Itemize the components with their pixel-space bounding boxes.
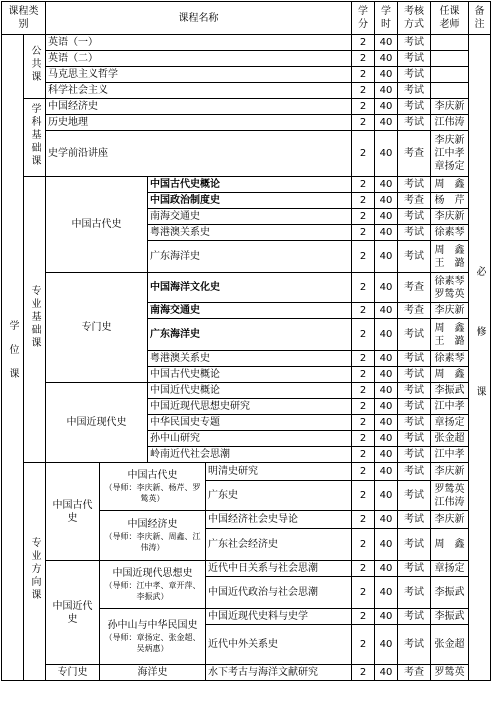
credit-cell: 2 <box>352 99 375 115</box>
hours-cell: 40 <box>375 561 398 577</box>
exam-cell: 考试 <box>398 51 431 67</box>
table-row <box>2 51 491 67</box>
credit-cell: 2 <box>352 115 375 131</box>
exam-cell: 考试 <box>398 463 431 481</box>
exam-cell: 考试 <box>398 577 431 609</box>
course-name: 中国近现代史料与史学 <box>206 609 352 625</box>
teacher-cell: 杨 芹 <box>431 193 469 209</box>
hours-cell: 40 <box>375 225 398 241</box>
section-direction: 专业方向课 <box>24 463 46 681</box>
teacher-cell: 李庆新 <box>431 209 469 225</box>
exam-cell: 考试 <box>398 481 431 511</box>
section-public: 公共课 <box>24 35 46 99</box>
table-row <box>2 463 491 481</box>
sub-economic <box>100 511 206 561</box>
course-name: 近代中日关系与社会思潮 <box>206 561 352 577</box>
teacher-cell <box>431 35 469 51</box>
hours-cell: 40 <box>375 51 398 67</box>
teacher-cell: 罗鸶英 江伟涛 <box>431 481 469 511</box>
sub-sun <box>100 609 206 665</box>
credit-cell: 2 <box>352 561 375 577</box>
exam-cell: 考试 <box>398 319 431 351</box>
teacher-cell: 江中孝 <box>431 447 469 463</box>
credit-cell: 2 <box>352 51 375 67</box>
hours-cell: 40 <box>375 665 398 681</box>
credit-cell: 2 <box>352 131 375 177</box>
curriculum-table <box>1 1 491 681</box>
course-name: 中国近代政治与社会思潮 <box>206 577 352 609</box>
table-row <box>2 115 491 131</box>
hours-cell: 40 <box>375 463 398 481</box>
exam-cell: 考查 <box>398 193 431 209</box>
teacher-cell: 江伟涛 <box>431 115 469 131</box>
header-course: 课程名称 <box>46 2 352 35</box>
hours-cell: 40 <box>375 131 398 177</box>
credit-cell: 2 <box>352 35 375 51</box>
hours-cell: 40 <box>375 415 398 431</box>
hours-cell: 40 <box>375 577 398 609</box>
hours-cell: 40 <box>375 67 398 83</box>
credit-cell: 2 <box>352 319 375 351</box>
exam-cell: 考试 <box>398 225 431 241</box>
group-direction-modern: 中国近代史 <box>46 561 100 665</box>
header-row <box>2 2 491 35</box>
hours-cell: 40 <box>375 35 398 51</box>
hours-cell: 40 <box>375 241 398 273</box>
table-row <box>2 177 491 193</box>
course-name: 南海交通史 <box>148 209 352 225</box>
teacher-cell <box>431 51 469 67</box>
hours-cell: 40 <box>375 481 398 511</box>
course-name: 孙中山研究 <box>148 431 352 447</box>
table-row <box>2 383 491 399</box>
teacher-cell: 李庆新 <box>431 99 469 115</box>
credit-cell: 2 <box>352 447 375 463</box>
course-name: 中国经济社会史导论 <box>206 511 352 529</box>
hours-cell: 40 <box>375 367 398 383</box>
course-name: 岭南近代社会思潮 <box>148 447 352 463</box>
exam-cell: 考试 <box>398 35 431 51</box>
teacher-cell <box>431 83 469 99</box>
hours-cell: 40 <box>375 115 398 131</box>
course-name: 中国政治制度史 <box>148 193 352 209</box>
advisor-note: （导师：江中孝、章开萍、李振武） <box>104 581 201 601</box>
table-row <box>2 561 491 577</box>
remark-cell: 必修课 <box>469 35 491 681</box>
group-ancient: 中国古代史 <box>46 177 148 273</box>
credit-cell: 2 <box>352 273 375 303</box>
course-name: 广东海洋史 <box>148 319 352 351</box>
credit-cell: 2 <box>352 177 375 193</box>
exam-cell: 考试 <box>398 209 431 225</box>
teacher-cell: 周 鑫 <box>431 529 469 561</box>
teacher-cell: 张金超 <box>431 625 469 665</box>
hours-cell: 40 <box>375 273 398 303</box>
exam-cell: 考试 <box>398 67 431 83</box>
sub-title: 中国近现代思想史 <box>112 568 193 579</box>
sub-thought <box>100 561 206 609</box>
teacher-cell: 李庆新 <box>431 511 469 529</box>
teacher-cell: 周 鑫 王 潞 <box>431 241 469 273</box>
exam-cell: 考试 <box>398 609 431 625</box>
hours-cell: 40 <box>375 447 398 463</box>
teacher-cell: 周 鑫 <box>431 177 469 193</box>
advisor-note: （导师：章扬定、张金超、吴炳惠） <box>104 633 201 653</box>
course-name: 粤港澳关系史 <box>148 225 352 241</box>
exam-cell: 考试 <box>398 511 431 529</box>
teacher-cell: 李庆新 江中孝 章扬定 <box>431 131 469 177</box>
exam-cell: 考查 <box>398 665 431 681</box>
exam-cell: 考查 <box>398 273 431 303</box>
exam-cell: 考试 <box>398 415 431 431</box>
teacher-cell: 李振武 <box>431 577 469 609</box>
course-name: 史学前沿讲座 <box>46 131 352 177</box>
sub-ocean: 海洋史 <box>100 665 206 681</box>
exam-cell: 考查 <box>398 131 431 177</box>
credit-cell: 2 <box>352 67 375 83</box>
credit-cell: 2 <box>352 511 375 529</box>
hours-cell: 40 <box>375 303 398 319</box>
teacher-cell: 徐素琴 罗鸶英 <box>431 273 469 303</box>
credit-cell: 2 <box>352 351 375 367</box>
teacher-cell: 李振武 <box>431 383 469 399</box>
hours-cell: 40 <box>375 177 398 193</box>
course-name: 明清史研究 <box>206 463 352 481</box>
teacher-cell: 李庆新 <box>431 463 469 481</box>
sub-title: 孙中山与中华民国史 <box>107 620 198 631</box>
exam-cell: 考试 <box>398 561 431 577</box>
hours-cell: 40 <box>375 193 398 209</box>
exam-cell: 考试 <box>398 367 431 383</box>
course-name: 英语（一） <box>46 35 352 51</box>
course-name: 广东海洋史 <box>148 241 352 273</box>
section-basic: 学科基础课 <box>24 99 46 177</box>
teacher-cell: 徐素琴 <box>431 351 469 367</box>
sub-title: 中国古代史 <box>127 470 178 481</box>
hours-cell: 40 <box>375 399 398 415</box>
course-name: 南海交通史 <box>148 303 352 319</box>
teacher-cell: 周 鑫 <box>431 367 469 383</box>
hours-cell: 40 <box>375 99 398 115</box>
teacher-cell: 江中孝 <box>431 399 469 415</box>
credit-cell: 2 <box>352 529 375 561</box>
course-name: 中国海洋文化史 <box>148 273 352 303</box>
table-row <box>2 83 491 99</box>
header-exam: 考核 方式 <box>398 2 431 35</box>
teacher-cell: 罗鸶英 <box>431 665 469 681</box>
credit-cell: 2 <box>352 399 375 415</box>
credit-cell: 2 <box>352 577 375 609</box>
hours-cell: 40 <box>375 511 398 529</box>
table-row <box>2 273 491 303</box>
credit-cell: 2 <box>352 383 375 399</box>
hours-cell: 40 <box>375 625 398 665</box>
course-name: 英语（二） <box>46 51 352 67</box>
credit-cell: 2 <box>352 367 375 383</box>
course-name: 中华民国史专题 <box>148 415 352 431</box>
header-hours: 学 时 <box>375 2 398 35</box>
table-row <box>2 35 491 51</box>
exam-cell: 考查 <box>398 303 431 319</box>
course-name: 广东史 <box>206 481 352 511</box>
credit-cell: 2 <box>352 193 375 209</box>
table-row <box>2 67 491 83</box>
hours-cell: 40 <box>375 383 398 399</box>
teacher-cell: 章扬定 <box>431 561 469 577</box>
exam-cell: 考试 <box>398 447 431 463</box>
teacher-cell: 李振武 <box>431 609 469 625</box>
hours-cell: 40 <box>375 209 398 225</box>
teacher-cell <box>431 67 469 83</box>
table-row <box>2 665 491 681</box>
group-direction-ancient: 中国古代史 <box>46 463 100 561</box>
degree-label: 学位课 <box>2 35 24 681</box>
course-name: 粤港澳关系史 <box>148 351 352 367</box>
course-name: 广东社会经济史 <box>206 529 352 561</box>
course-name: 马克思主义哲学 <box>46 67 352 83</box>
teacher-cell: 徐素琴 <box>431 225 469 241</box>
table-row <box>2 99 491 115</box>
course-name: 中国古代史概论 <box>148 367 352 383</box>
course-name: 近代中外关系史 <box>206 625 352 665</box>
course-name: 中国近代史概论 <box>148 383 352 399</box>
credit-cell: 2 <box>352 609 375 625</box>
teacher-cell: 章扬定 <box>431 415 469 431</box>
course-name: 中国经济史 <box>46 99 352 115</box>
section-professional: 专业基础课 <box>24 177 46 463</box>
exam-cell: 考试 <box>398 115 431 131</box>
credit-cell: 2 <box>352 481 375 511</box>
exam-cell: 考试 <box>398 529 431 561</box>
header-category: 课程类别 <box>2 2 46 35</box>
hours-cell: 40 <box>375 351 398 367</box>
course-name: 历史地理 <box>46 115 352 131</box>
credit-cell: 2 <box>352 415 375 431</box>
exam-cell: 考试 <box>398 625 431 665</box>
hours-cell: 40 <box>375 529 398 561</box>
course-name: 水下考古与海洋文献研究 <box>206 665 352 681</box>
advisor-note: （导师：李庆新、周鑫、江伟涛） <box>104 532 201 552</box>
exam-cell: 考试 <box>398 83 431 99</box>
exam-cell: 考试 <box>398 99 431 115</box>
credit-cell: 2 <box>352 625 375 665</box>
teacher-cell: 张金超 <box>431 431 469 447</box>
credit-cell: 2 <box>352 665 375 681</box>
exam-cell: 考试 <box>398 241 431 273</box>
hours-cell: 40 <box>375 83 398 99</box>
header-credit: 学 分 <box>352 2 375 35</box>
advisor-note: （导师：李庆新、杨芹、罗鸶英） <box>104 483 201 503</box>
group-special: 专门史 <box>46 273 148 383</box>
course-name: 中国古代史概论 <box>148 177 352 193</box>
hours-cell: 40 <box>375 431 398 447</box>
exam-cell: 考试 <box>398 431 431 447</box>
hours-cell: 40 <box>375 609 398 625</box>
credit-cell: 2 <box>352 209 375 225</box>
credit-cell: 2 <box>352 83 375 99</box>
group-modern: 中国近现代史 <box>46 383 148 463</box>
exam-cell: 考试 <box>398 177 431 193</box>
credit-cell: 2 <box>352 303 375 319</box>
exam-cell: 考试 <box>398 383 431 399</box>
teacher-cell: 周 鑫 王 潞 <box>431 319 469 351</box>
credit-cell: 2 <box>352 463 375 481</box>
header-remark: 备 注 <box>469 2 491 35</box>
hours-cell: 40 <box>375 319 398 351</box>
credit-cell: 2 <box>352 241 375 273</box>
table-row <box>2 131 491 177</box>
exam-cell: 考试 <box>398 399 431 415</box>
sub-ancient <box>100 463 206 511</box>
course-name: 中国近现代思想史研究 <box>148 399 352 415</box>
exam-cell: 考试 <box>398 351 431 367</box>
group-direction-special: 专门史 <box>46 665 100 681</box>
teacher-cell: 李庆新 <box>431 303 469 319</box>
header-teacher: 任课 老师 <box>431 2 469 35</box>
sub-title: 中国经济史 <box>127 519 178 530</box>
credit-cell: 2 <box>352 431 375 447</box>
course-name: 科学社会主义 <box>46 83 352 99</box>
credit-cell: 2 <box>352 225 375 241</box>
